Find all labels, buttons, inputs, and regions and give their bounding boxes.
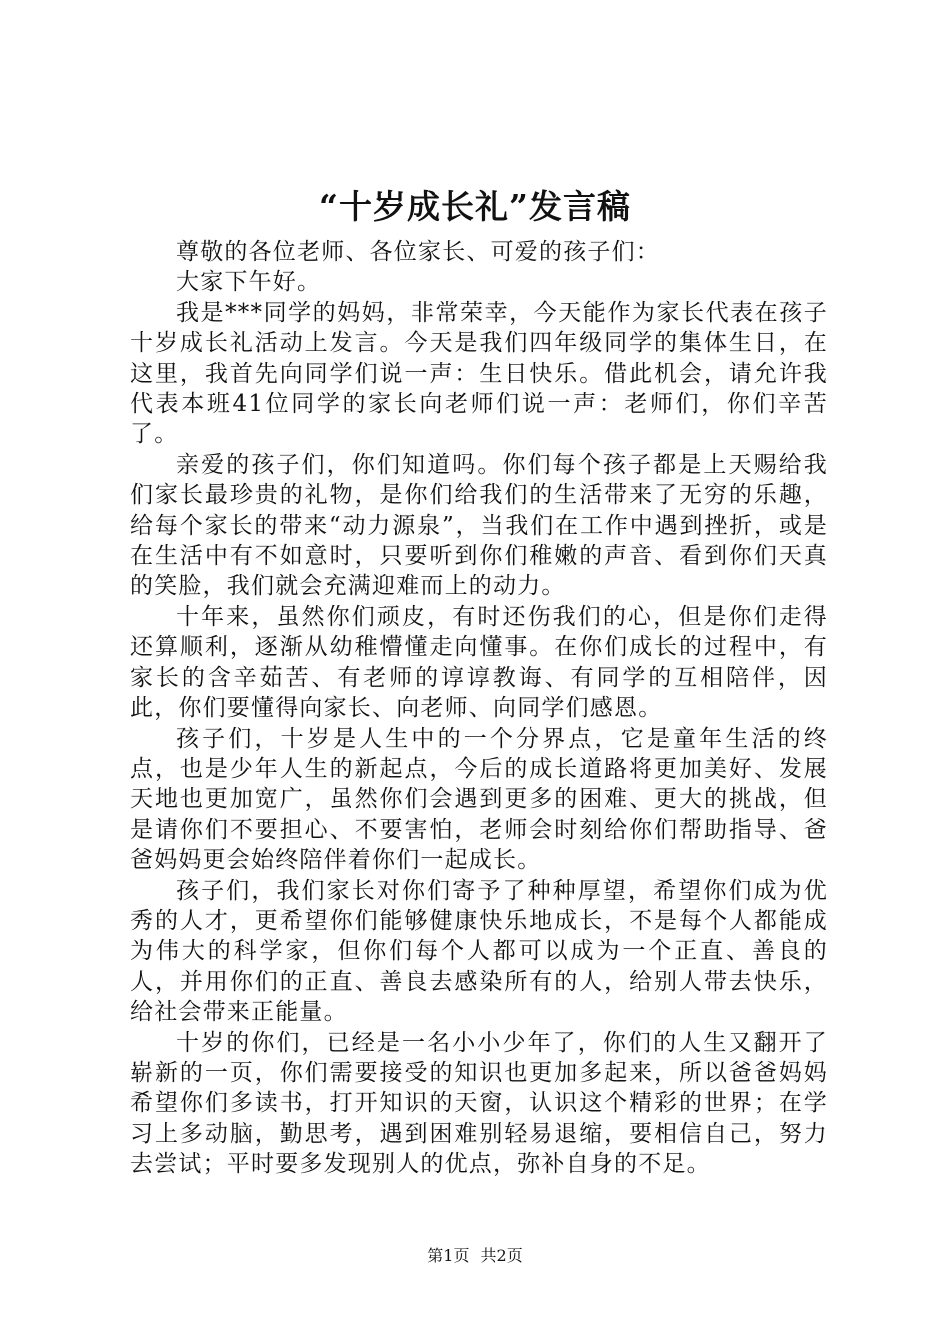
document-body (130, 237, 828, 1180)
paragraph-hopes: 孩子们，我们家长对你们寄予了种种厚望，希望你们成为优秀的人才，更希望你们能够健康快乐地成长，不是每个人都能成为伟大的科学家，但你们每个人都可以成为一个正直、善良的人，并用你们的正直、善良去感染所有的人，给别人带去快乐，给社会带来正能量。 (130, 877, 828, 1026)
paragraph-introduction: 我是***同学的妈妈，非常荣幸，今天能作为家长代表在孩子十岁成长礼活动上发言。今天是我们四年级同学的集体生日，在这里，我首先向同学们说一声：生日快乐。借此机会，请允许我代表本班41位同学的家长向老师们说一声：老师们，你们辛苦了。 (130, 299, 828, 448)
paragraph-gratitude: 十年来，虽然你们顽皮，有时还伤我们的心，但是你们走得还算顺利，逐渐从幼稚懵懂走向懂事。在你们成长的过程中，有家长的含辛茹苦、有老师的谆谆教诲、有同学的互相陪伴，因此，你们要懂得向家长、向老师、向同学们感恩。 (130, 603, 828, 722)
paragraph-salutation: 尊敬的各位老师、各位家长、可爱的孩子们： (176, 239, 660, 265)
page-title: “十岁成长礼”发言稿 (319, 187, 631, 226)
page-number: 第1页 (427, 1246, 470, 1265)
paragraph-greeting: 大家下午好。 (176, 269, 322, 296)
page-footer (0, 1244, 950, 1268)
paragraph-turning-point: 孩子们，十岁是人生中的一个分界点，它是童年生活的终点，也是少年人生的新起点，今后的成长道路将更加美好、发展天地也更加宽广，虽然你们会遇到更多的困难、更大的挑战，但是请你们不要担心、不要害怕，老师会时刻给你们帮助指导、爸爸妈妈更会始终陪伴着你们一起成长。 (130, 725, 828, 874)
paragraph-advice: 十岁的你们，已经是一名小小少年了，你们的人生又翻开了崭新的一页，你们需要接受的知识也更加多起来，所以爸爸妈妈希望你们多读书，打开知识的天窗，认识这个精彩的世界；在学习上多动脑，勤思考，遇到困难别轻易退缩，要相信自己，努力去尝试；平时要多发现别人的优点，弥补自身的不足。 (130, 1029, 828, 1178)
paragraph-gift: 亲爱的孩子们，你们知道吗。你们每个孩子都是上天赐给我们家长最珍贵的礼物，是你们给我们的生活带来了无穷的乐趣，给每个家长的带来“动力源泉”，当我们在工作中遇到挫折，或是在生活中有不如意时，只要听到你们稚嫩的声音、看到你们天真的笑脸，我们就会充满迎难而上的动力。 (130, 451, 828, 600)
page-total: 共2页 (480, 1246, 523, 1265)
